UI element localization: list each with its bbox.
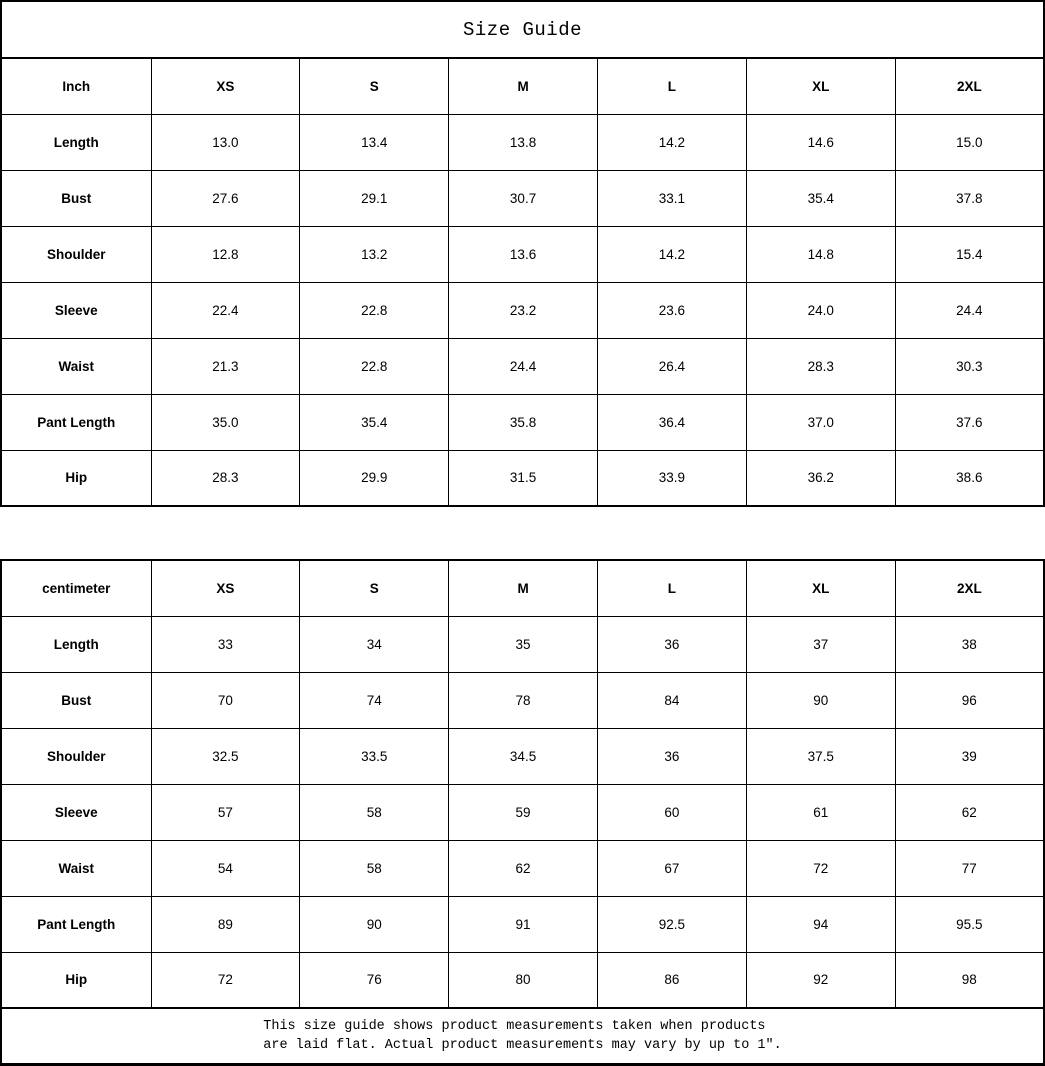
measurement-value: 28.3 (151, 450, 300, 506)
measurement-value: 62 (449, 840, 598, 896)
measurement-value: 33.1 (597, 170, 746, 226)
measurement-label: Waist (1, 338, 151, 394)
size-header-row (1, 560, 1044, 616)
measurement-value: 72 (151, 952, 300, 1008)
measurement-value: 35.4 (300, 394, 449, 450)
size-column-header: XS (151, 560, 300, 616)
measurement-value: 37.0 (746, 394, 895, 450)
measurement-value: 58 (300, 784, 449, 840)
measurement-value: 96 (895, 672, 1044, 728)
measurement-label: Shoulder (1, 226, 151, 282)
measurement-label: Length (1, 616, 151, 672)
measurement-value: 86 (597, 952, 746, 1008)
size-table-inch (0, 57, 1045, 507)
measurement-label: Hip (1, 450, 151, 506)
footer-line-1: This size guide shows product measurements taken when products (263, 1019, 766, 1034)
measurement-value: 26.4 (597, 338, 746, 394)
table-row (1, 394, 1044, 450)
measurement-value: 57 (151, 784, 300, 840)
size-column-header: S (300, 560, 449, 616)
measurement-value: 13.4 (300, 114, 449, 170)
measurement-value: 92 (746, 952, 895, 1008)
measurement-value: 22.8 (300, 338, 449, 394)
measurement-value: 38 (895, 616, 1044, 672)
table-row (1, 226, 1044, 282)
measurement-value: 30.3 (895, 338, 1044, 394)
measurement-value: 60 (597, 784, 746, 840)
table-row (1, 952, 1044, 1008)
measurement-value: 36 (597, 616, 746, 672)
measurement-value: 98 (895, 952, 1044, 1008)
measurement-value: 22.8 (300, 282, 449, 338)
measurement-value: 36.2 (746, 450, 895, 506)
measurement-value: 14.6 (746, 114, 895, 170)
measurement-value: 59 (449, 784, 598, 840)
footer-line-2: are laid flat. Actual product measurements may vary by up to 1″. (263, 1038, 782, 1053)
footer-note (0, 1009, 1045, 1066)
measurement-value: 28.3 (746, 338, 895, 394)
measurement-value: 38.6 (895, 450, 1044, 506)
measurement-value: 90 (300, 896, 449, 952)
measurement-value: 90 (746, 672, 895, 728)
measurement-value: 29.9 (300, 450, 449, 506)
size-header-row (1, 58, 1044, 114)
measurement-value: 95.5 (895, 896, 1044, 952)
measurement-value: 12.8 (151, 226, 300, 282)
size-column-header: XS (151, 58, 300, 114)
measurement-label: Length (1, 114, 151, 170)
measurement-value: 35 (449, 616, 598, 672)
measurement-label: Waist (1, 840, 151, 896)
measurement-value: 32.5 (151, 728, 300, 784)
measurement-value: 54 (151, 840, 300, 896)
size-column-header: XL (746, 560, 895, 616)
measurement-value: 77 (895, 840, 1044, 896)
measurement-label: Sleeve (1, 784, 151, 840)
table-row (1, 784, 1044, 840)
measurement-value: 15.4 (895, 226, 1044, 282)
measurement-value: 33 (151, 616, 300, 672)
measurement-value: 37.8 (895, 170, 1044, 226)
measurement-value: 24.0 (746, 282, 895, 338)
table-row (1, 616, 1044, 672)
measurement-value: 23.2 (449, 282, 598, 338)
measurement-value: 35.8 (449, 394, 598, 450)
measurement-value: 74 (300, 672, 449, 728)
measurement-value: 29.1 (300, 170, 449, 226)
table-row (1, 114, 1044, 170)
measurement-value: 14.2 (597, 226, 746, 282)
table-row (1, 840, 1044, 896)
size-column-header: 2XL (895, 560, 1044, 616)
measurement-value: 13.0 (151, 114, 300, 170)
size-column-header: XL (746, 58, 895, 114)
measurement-value: 89 (151, 896, 300, 952)
size-column-header: M (449, 560, 598, 616)
measurement-value: 13.2 (300, 226, 449, 282)
measurement-value: 22.4 (151, 282, 300, 338)
table-gap (0, 507, 1045, 559)
size-column-header: S (300, 58, 449, 114)
table-row (1, 282, 1044, 338)
measurement-value: 92.5 (597, 896, 746, 952)
measurement-value: 35.0 (151, 394, 300, 450)
measurement-value: 30.7 (449, 170, 598, 226)
measurement-value: 24.4 (895, 282, 1044, 338)
measurement-value: 14.8 (746, 226, 895, 282)
size-column-header: M (449, 58, 598, 114)
size-table-centimeter (0, 559, 1045, 1009)
measurement-value: 37.5 (746, 728, 895, 784)
measurement-value: 78 (449, 672, 598, 728)
table-row (1, 338, 1044, 394)
page-title-text: Size Guide (462, 18, 583, 41)
table-row (1, 450, 1044, 506)
measurement-value: 23.6 (597, 282, 746, 338)
measurement-value: 37 (746, 616, 895, 672)
measurement-value: 39 (895, 728, 1044, 784)
size-column-header: L (597, 58, 746, 114)
measurement-label: Sleeve (1, 282, 151, 338)
measurement-value: 67 (597, 840, 746, 896)
measurement-value: 24.4 (449, 338, 598, 394)
measurement-value: 94 (746, 896, 895, 952)
size-column-header: L (597, 560, 746, 616)
measurement-label: Pant Length (1, 394, 151, 450)
table-row (1, 170, 1044, 226)
measurement-value: 36.4 (597, 394, 746, 450)
measurement-label: Bust (1, 672, 151, 728)
measurement-value: 76 (300, 952, 449, 1008)
measurement-value: 37.6 (895, 394, 1044, 450)
unit-label: Inch (1, 58, 151, 114)
measurement-value: 36 (597, 728, 746, 784)
measurement-value: 35.4 (746, 170, 895, 226)
measurement-value: 13.6 (449, 226, 598, 282)
measurement-value: 62 (895, 784, 1044, 840)
page-title (0, 0, 1045, 57)
measurement-label: Hip (1, 952, 151, 1008)
measurement-label: Shoulder (1, 728, 151, 784)
measurement-value: 80 (449, 952, 598, 1008)
measurement-value: 72 (746, 840, 895, 896)
measurement-value: 34 (300, 616, 449, 672)
table-row (1, 728, 1044, 784)
measurement-label: Pant Length (1, 896, 151, 952)
table-row (1, 896, 1044, 952)
measurement-value: 84 (597, 672, 746, 728)
measurement-value: 27.6 (151, 170, 300, 226)
measurement-value: 33.5 (300, 728, 449, 784)
measurement-value: 58 (300, 840, 449, 896)
measurement-value: 14.2 (597, 114, 746, 170)
measurement-value: 91 (449, 896, 598, 952)
table-row (1, 672, 1044, 728)
measurement-value: 33.9 (597, 450, 746, 506)
unit-label: centimeter (1, 560, 151, 616)
measurement-value: 34.5 (449, 728, 598, 784)
measurement-value: 70 (151, 672, 300, 728)
footer-note-block (263, 1017, 781, 1055)
measurement-value: 13.8 (449, 114, 598, 170)
measurement-value: 61 (746, 784, 895, 840)
measurement-value: 31.5 (449, 450, 598, 506)
measurement-label: Bust (1, 170, 151, 226)
measurement-value: 21.3 (151, 338, 300, 394)
measurement-value: 15.0 (895, 114, 1044, 170)
size-column-header: 2XL (895, 58, 1044, 114)
